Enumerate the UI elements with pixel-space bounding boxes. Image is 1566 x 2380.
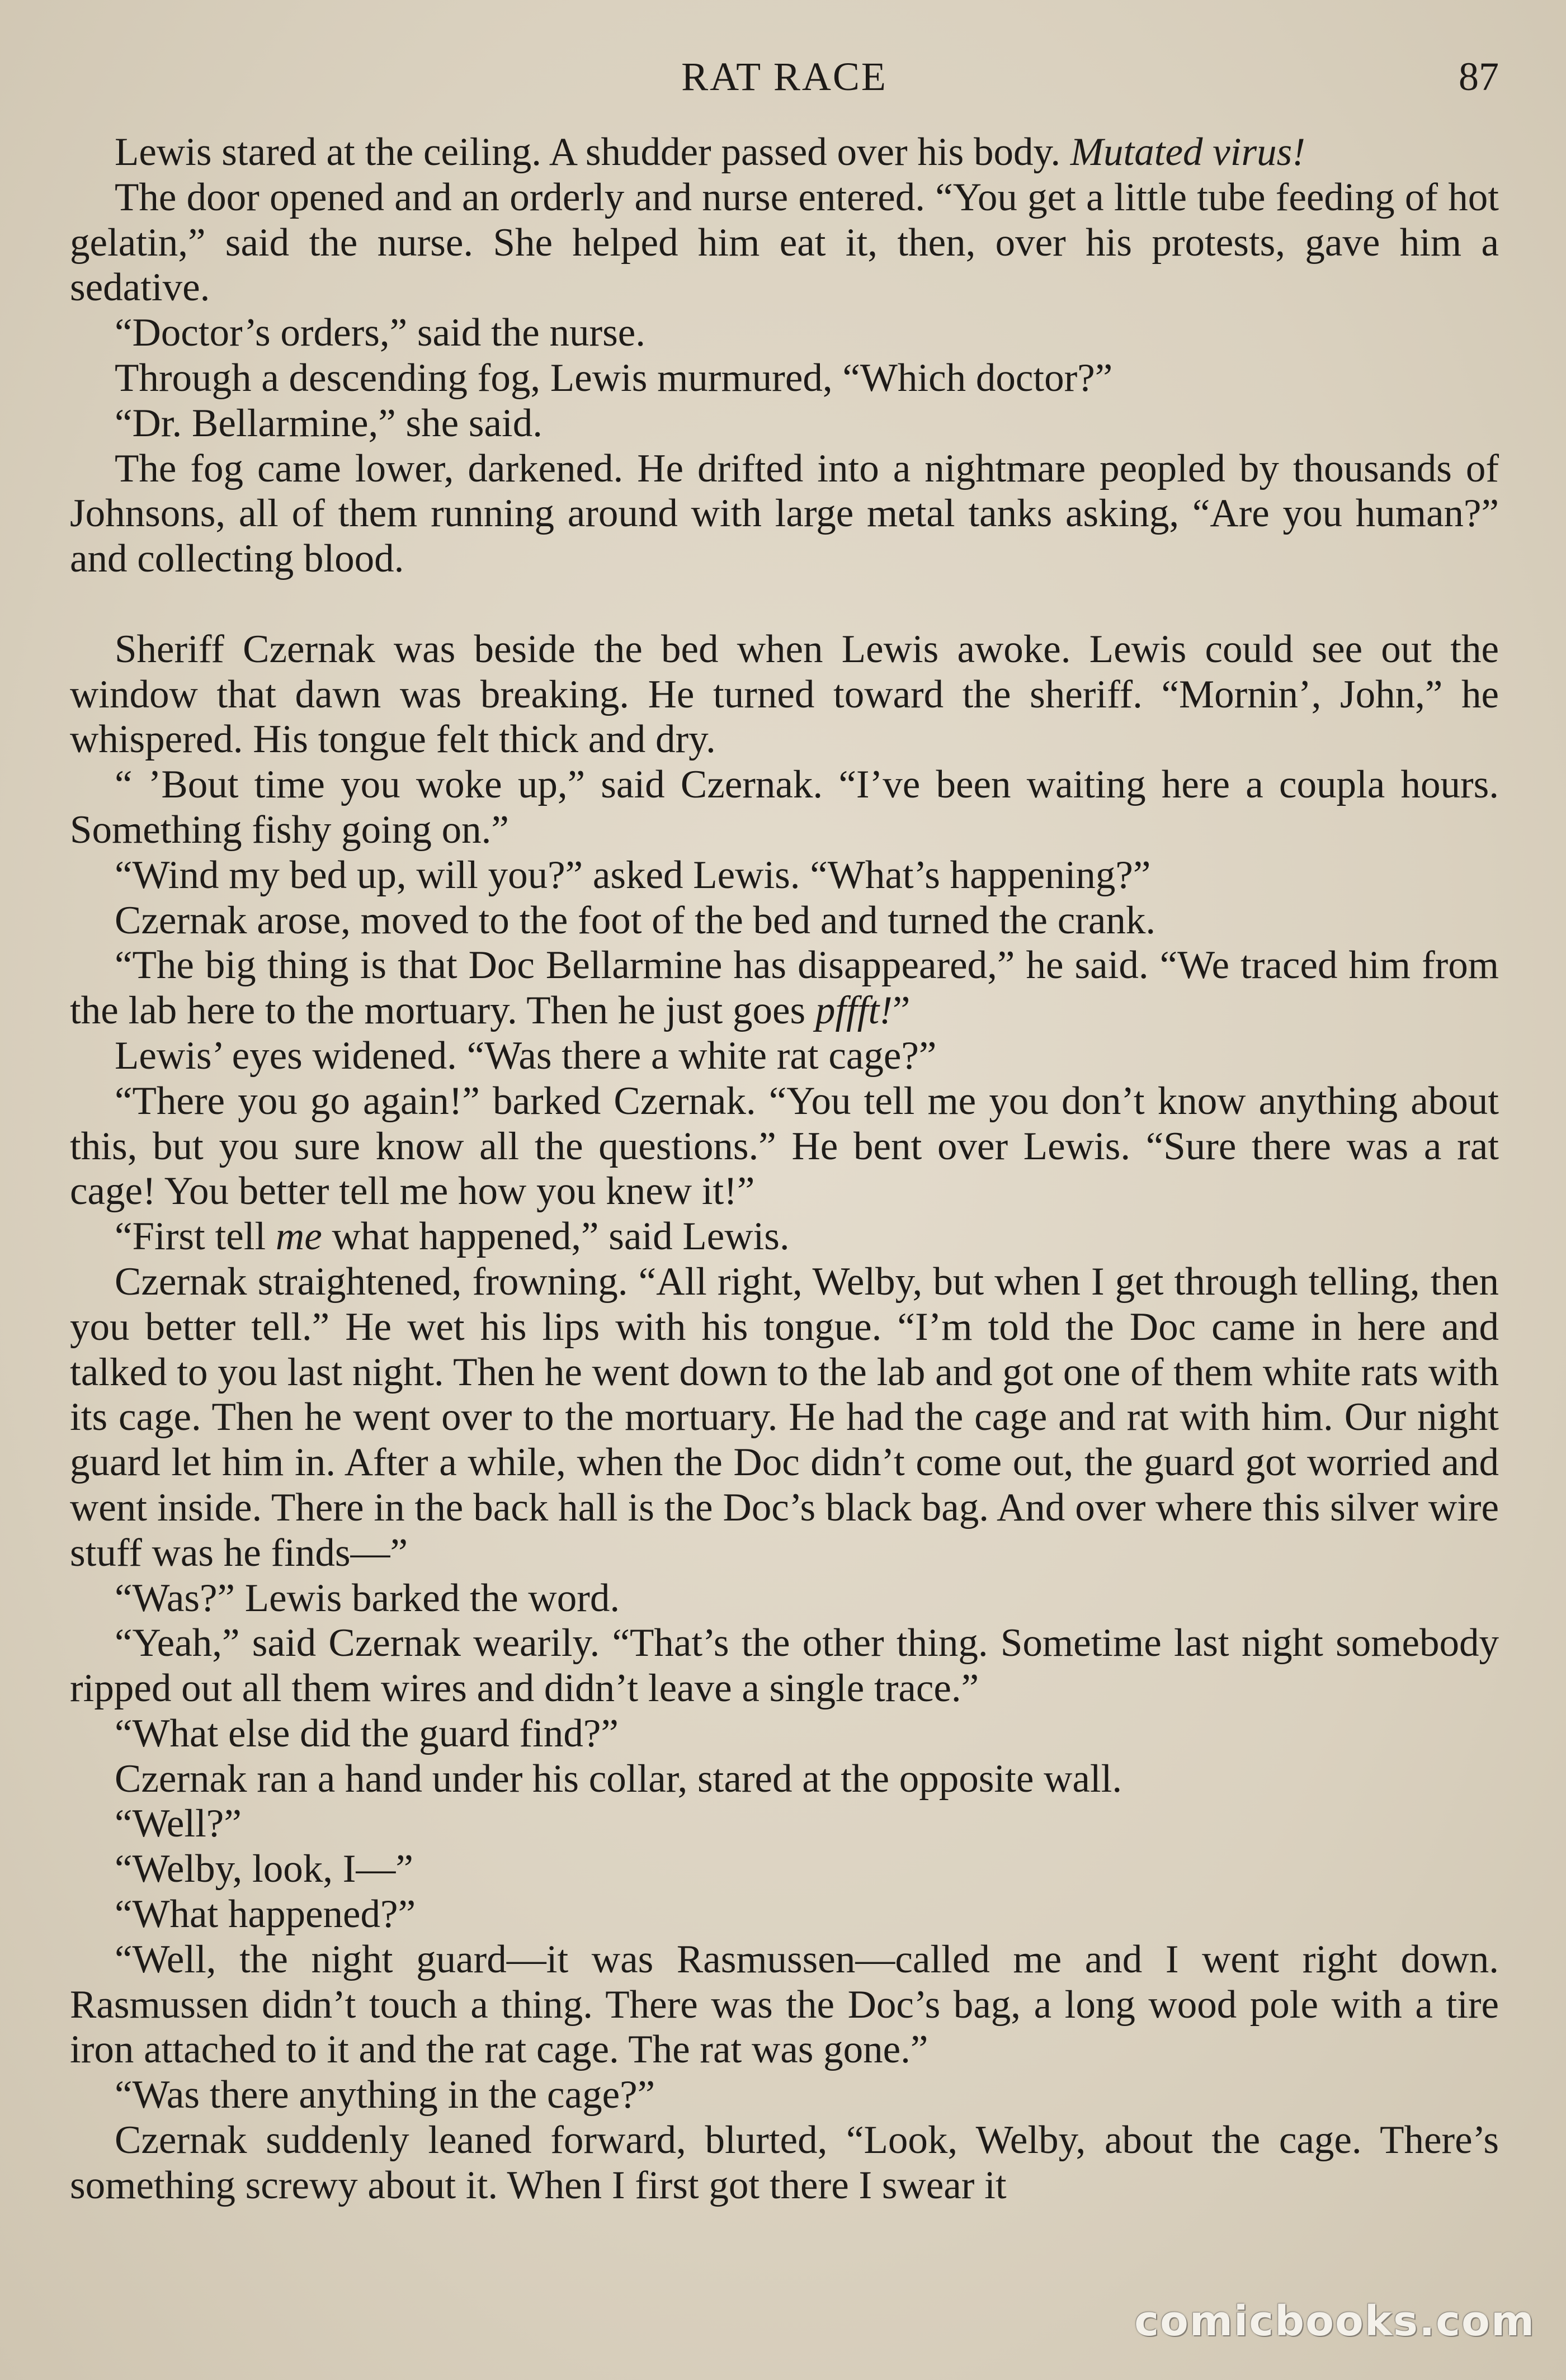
paragraph-text: “Welby, look, I—” xyxy=(115,1847,413,1891)
italic-text: Mutated virus! xyxy=(1070,130,1305,174)
paragraph xyxy=(70,943,1499,1033)
paragraph xyxy=(70,130,1499,175)
paragraph xyxy=(70,310,1499,356)
paragraph xyxy=(70,1576,1499,1621)
paragraph-text: The door opened and an orderly and nurse entered. “You get a little tube feeding of hot gelatin,” said the nurse. She helped him eat it, then, over his protests, gave him a sedative. xyxy=(70,175,1499,310)
paragraph xyxy=(70,446,1499,582)
paragraph xyxy=(70,1621,1499,1711)
paragraph xyxy=(70,401,1499,446)
paragraph-text: “Was there anything in the cage?” xyxy=(115,2073,655,2117)
paragraph xyxy=(70,1937,1499,2072)
paragraph-text: Czernak suddenly leaned forward, blurted, “Look, Welby, about the cage. There’s something screwy about it. When I first got there I swear it xyxy=(70,2118,1499,2207)
paragraph xyxy=(70,175,1499,310)
paragraph-text: The fog came lower, darkened. He drifted into a nightmare peopled by thousands of Johnsons, all of them running around with large metal tanks asking, “Are you human?” and collecting blood. xyxy=(70,446,1499,581)
paragraph-text: “The big thing is that Doc Bellarmine has disappeared,” he said. “We traced him from the lab here to the mortuary. Then he just goes xyxy=(70,943,1499,1033)
italic-text: me xyxy=(275,1215,322,1259)
paragraph xyxy=(70,853,1499,898)
paragraph xyxy=(70,356,1499,401)
paragraph-text: Czernak ran a hand under his collar, stared at the opposite wall. xyxy=(115,1756,1122,1801)
watermark-logo: comicbooks.com xyxy=(1134,2297,1535,2345)
paragraph-text: “What else did the guard find?” xyxy=(115,1711,619,1755)
paragraph-text: “What happened?” xyxy=(115,1892,416,1937)
paragraph-text: “ ’Bout time you woke up,” said Czernak. “I’ve been waiting here a coupla hours. Something fishy going on.” xyxy=(70,763,1499,852)
paragraph xyxy=(70,1214,1499,1259)
paragraph xyxy=(70,1033,1499,1079)
paragraph-text: “Dr. Bellarmine,” she said. xyxy=(115,401,543,445)
paragraph-text: Czernak arose, moved to the foot of the bed and turned the crank. xyxy=(115,898,1156,942)
paragraph-text: “Was?” Lewis barked the word. xyxy=(115,1576,620,1620)
page-number: 87 xyxy=(1459,54,1499,99)
running-title: RAT RACE xyxy=(681,54,888,99)
paragraph xyxy=(70,1847,1499,1892)
paragraph-text: Through a descending fog, Lewis murmured, “Which doctor?” xyxy=(115,356,1113,400)
paragraph-text: “Well?” xyxy=(115,1802,242,1846)
paragraph-text: “Wind my bed up, will you?” asked Lewis. “What’s happening?” xyxy=(115,853,1151,897)
body-text xyxy=(70,130,1499,2208)
paragraph-text: Lewis stared at the ceiling. A shudder passed over his body. xyxy=(115,130,1070,174)
paragraph-text: “There you go again!” barked Czernak. “You tell me you don’t know anything about this, but you sure know all the questions.” He bent over Lewis. “Sure there was a rat cage! You better tell me how you knew it!” xyxy=(70,1079,1499,1213)
paragraph xyxy=(70,1079,1499,1214)
paragraph xyxy=(70,762,1499,853)
paragraph-text: Sheriff Czernak was beside the bed when Lewis awoke. Lewis could see out the window that dawn was breaking. He turned toward the sheriff. “Mornin’, John,” he whispered. His tongue felt thick and dry. xyxy=(70,627,1499,762)
running-head xyxy=(70,54,1499,110)
paragraph-text: “Doctor’s orders,” said the nurse. xyxy=(115,311,646,355)
paragraph xyxy=(70,2072,1499,2118)
paragraph xyxy=(70,1801,1499,1847)
paragraph xyxy=(70,898,1499,943)
paragraph-text: what happened,” said Lewis. xyxy=(322,1215,790,1259)
paragraph xyxy=(70,1711,1499,1756)
paragraph xyxy=(70,1892,1499,1937)
paragraph-text: “Well, the night guard—it was Rasmussen—called me and I went right down. Rasmussen didn’t touch a thing. There was the Doc’s bag, a long wood pole with a tire iron attached to it and the rat cage. The rat was gone.” xyxy=(70,1937,1499,2072)
paragraph xyxy=(70,1756,1499,1802)
paragraph-text: Lewis’ eyes widened. “Was there a white rat cage?” xyxy=(115,1033,937,1078)
paragraph-text: “Yeah,” said Czernak wearily. “That’s the other thing. Sometime last night somebody ripped out all them wires and didn’t leave a single trace.” xyxy=(70,1621,1499,1711)
paragraph-text: “First tell xyxy=(115,1215,276,1259)
paragraph-text: ” xyxy=(892,989,911,1033)
paragraph xyxy=(70,627,1499,762)
italic-text: pffft! xyxy=(815,989,893,1033)
paragraph xyxy=(70,1259,1499,1576)
paragraph xyxy=(70,2118,1499,2208)
paragraph-text: Czernak straightened, frowning. “All right, Welby, but when I get through telling, then you better tell.” He wet his lips with his tongue. “I’m told the Doc came in here and talked to you last night. Then he went down to the lab and got one of them white rats with its cage. Then he went over to the mortuary. He had the cage and rat with him. Our night guard let him in. After a while, when the Doc didn’t come out, the guard got worried and went inside. There in the back hall is the Doc’s black bag. And over where this silver wire stuff was he finds—” xyxy=(70,1259,1499,1575)
